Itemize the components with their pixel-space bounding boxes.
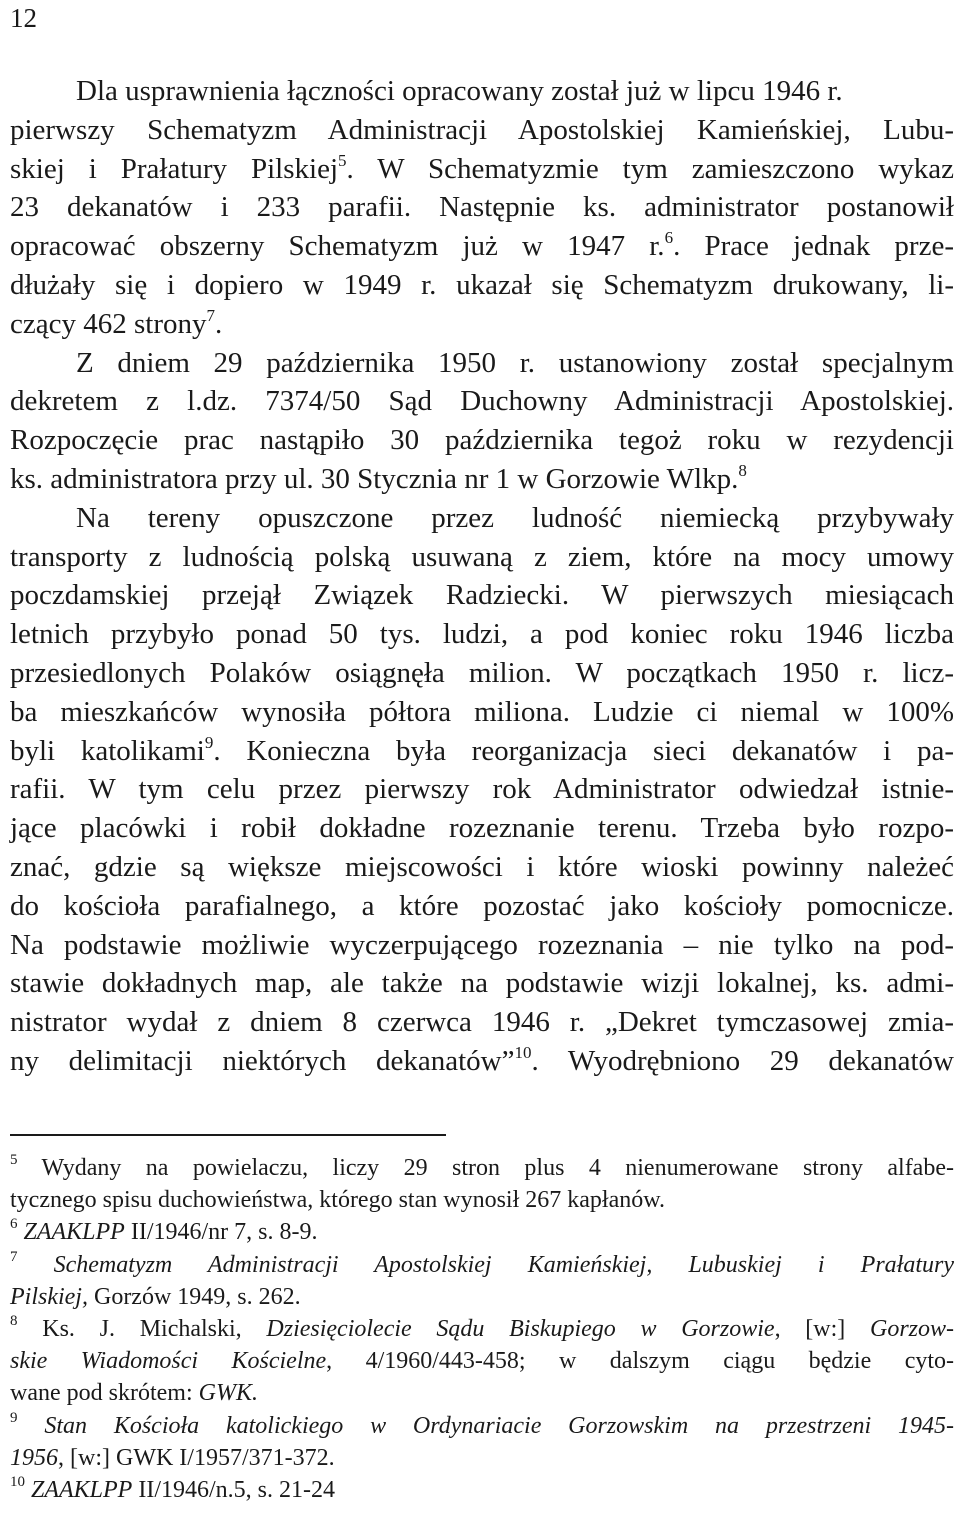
text-line: ks. administratora przy ul. 30 Stycznia nr 1 w Gorzowie Wlkp.$^8$ <box>10 460 747 495</box>
text-line: 23 dekanatów i 233 parafii. Następnie ks. administrator postanowił <box>10 191 954 224</box>
footnote-number: 8 <box>10 1312 18 1329</box>
footnote-6: $^6$ ZAAKLPP II/1946/nr 7, s. 8-9. <box>10 1216 318 1246</box>
text-line: Na tereny opuszczone przez ludność niemiecką przybywały <box>76 501 954 534</box>
footnote-5-cont: tycznego spisu duchowieństwa, którego stan wynosił 267 kapłanów. <box>10 1187 665 1214</box>
text-line: opracować obszerny Schematyzm już w 1947 r.$^6$. Prace jednak prze- <box>10 228 954 263</box>
text-line: byli katolikami$^9$. Konieczna była reorganizacja sieci dekanatów i pa- <box>10 732 954 767</box>
text-line: jące placówki i robił dokładne rozeznanie terenu. Trzeba było rozpo- <box>10 812 954 845</box>
footnote-ref-10[interactable]: 10 <box>514 1042 532 1062</box>
text-line: dekretem z l.dz. 7374/50 Sąd Duchowny Administracji Apostolskiej. <box>10 385 954 418</box>
text-line: dłużały się i dopiero w 1949 r. ukazał się Schematyzm drukowany, li- <box>10 268 954 301</box>
text-line: znać, gdzie są większe miejscowości i które wioski powinny należeć <box>10 850 954 883</box>
footnote-number: 9 <box>10 1409 18 1426</box>
text-line: przesiedlonych Polaków osiągnęła milion. W początkach 1950 r. licz- <box>10 656 954 689</box>
text-line: Rozpoczęcie prac nastąpiło 30 października tegoż roku w rezydencji <box>10 424 954 457</box>
footnote-9-cont: 1956, [w:] GWK I/1957/371-372. <box>10 1444 335 1471</box>
footnotes <box>10 1152 954 1506</box>
text-line: pierwszy Schematyzm Administracji Apostolskiej Kamieńskiej, Lubu- <box>10 113 954 146</box>
text-line: Z dniem 29 października 1950 r. ustanowiony został specjalnym <box>76 346 954 379</box>
text-line: poczdamskiej przejął Związek Radziecki. W pierwszych miesiącach <box>10 579 954 612</box>
footnote-ref-9[interactable]: 9 <box>204 732 214 752</box>
footnote-number: 10 <box>10 1473 25 1490</box>
text-line: czący 462 strony$^7$. <box>10 305 223 340</box>
text-line: Na podstawie możliwie wyczerpującego rozeznania – nie tylko na pod- <box>10 928 954 961</box>
footnote-9: $^9$ Stan Kościoła katolickiego w Ordynariacie Gorzowskim na przestrzeni 1945- <box>10 1409 954 1439</box>
footnote-8-cont: skie Wiadomości Kościelne, 4/1960/443-458; w dalszym ciągu będzie cyto- <box>10 1348 954 1375</box>
text-line: skiej i Prałatury Pilskiej$^5$. W Schematyzmie tym zamieszczono wykaz <box>10 150 954 185</box>
text-line: letnich przybyło ponad 50 tys. ludzi, a pod koniec roku 1946 liczba <box>10 618 954 651</box>
text-line: ba mieszkańców wynosiła półtora miliona. Ludzie ci niemal w 100% <box>10 695 954 728</box>
text-line: nistrator wydał z dniem 8 czerwca 1946 r. „Dekret tymczasowej zmia- <box>10 1006 954 1039</box>
footnote-ref-8[interactable]: 8 <box>738 460 747 480</box>
footnote-ref-7[interactable]: 7 <box>206 305 215 325</box>
footnote-8: $^8$ Ks. J. Michalski, Dziesięciolecie Sądu Biskupiego w Gorzowie, [w:] Gorzow- <box>10 1312 955 1342</box>
footnote-5: $^5$ Wydany na powielaczu, liczy 29 stron plus 4 nienumerowane strony alfabe- <box>10 1152 954 1181</box>
footnote-10: $^{10}$ ZAAKLPP II/1946/n.5, s. 21-24 <box>10 1473 335 1503</box>
footnote-ref-5[interactable]: 5 <box>338 150 347 170</box>
page-number: 12 <box>10 3 37 33</box>
text-line: ny delimitacji niektórych dekanatów”$^{10}$. Wyodrębniono 29 dekanatów <box>10 1042 955 1077</box>
text-line: transporty z ludnością polską usuwaną z ziem, które na mocy umowy <box>10 540 954 573</box>
text-line: do kościoła parafialnego, a które pozostać jako kościoły pomocnicze. <box>10 889 954 922</box>
footnote-8-cont: wane pod skrótem: GWK. <box>10 1380 258 1407</box>
footnote-7-cont: Pilskiej, Gorzów 1949, s. 262. <box>10 1283 301 1310</box>
text-line: Dla usprawnienia łączności opracowany został już w lipcu 1946 r. <box>76 75 843 107</box>
text-line: stawie dokładnych map, ale także na podstawie wizji lokalnej, ks. admi- <box>10 967 954 1000</box>
footnote-ref-6[interactable]: 6 <box>664 228 674 248</box>
footnote-7: $^7$ Schematyzm Administracji Apostolskiej Kamieńskiej, Lubuskiej i Prałatury <box>10 1248 955 1278</box>
footnote-separator <box>10 1134 446 1136</box>
footnote-number: 7 <box>10 1248 18 1265</box>
text-line: rafii. W tym celu przez pierwszy rok Administrator odwiedzał istnie- <box>10 773 954 806</box>
body-text <box>10 72 954 1081</box>
footnote-number: 5 <box>10 1152 18 1168</box>
footnote-number: 6 <box>10 1216 18 1233</box>
